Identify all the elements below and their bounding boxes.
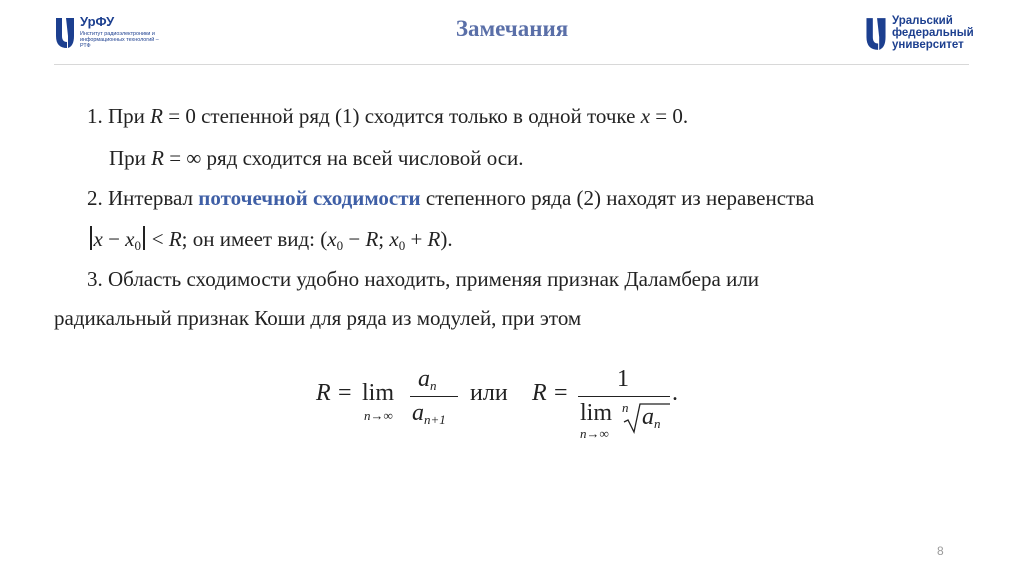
fraction-one: 1 <box>617 366 629 392</box>
formula-R-left: R <box>316 380 331 406</box>
page-number: 8 <box>937 544 944 558</box>
remark-2-line: 2. Интервал поточечной сходимости степенного ряда (2) находят из неравенства <box>87 186 815 210</box>
formula-lim-left: lim <box>362 380 395 406</box>
abs-bar-right <box>143 226 145 250</box>
remark-3-line: 3. Область сходимости удобно находить, применяя признак Даламбера или <box>87 267 760 291</box>
slide-title: Замечания <box>455 16 569 41</box>
root-index: n <box>622 400 629 415</box>
formula-or: или <box>470 380 508 406</box>
radius-formula <box>316 366 696 446</box>
urfu-u-logo-icon-right <box>864 16 888 52</box>
formula-eq-left: = <box>338 380 352 406</box>
pointwise-convergence-term: поточечной сходимости <box>198 186 421 210</box>
fraction-numerator: $a_n$ <box>418 366 437 393</box>
remark-3-continuation: радикальный признак Коши для ряда из модулей, при этом <box>54 306 582 330</box>
right-logo-name: Уральский федеральный университет <box>892 15 974 51</box>
formula-R-right: R <box>532 380 547 406</box>
abs-bar-left <box>90 226 92 250</box>
formula-eq-right: = <box>554 380 568 406</box>
remark-1-line: 1. При R = 0 степенной ряд (1) сходится только в одной точке x = 0. <box>87 104 689 128</box>
left-logo-subtitle: Институт радиоэлектроники и информационных технологий – РТФ <box>80 31 159 49</box>
urfu-logo-right <box>864 14 974 58</box>
header-divider <box>54 64 969 65</box>
formula-lim-sub-left: n→∞ <box>364 408 393 423</box>
fraction-bar-right <box>578 396 670 397</box>
root-radicand: $a_n$ <box>642 404 661 431</box>
fraction-bar-left <box>410 396 458 397</box>
formula-lim-right: lim <box>580 400 613 426</box>
remark-2-interval-line: $x - x_0 < R$; он имеет вид: ($x_0 - R$; $x_0 + R$). <box>88 226 453 254</box>
formula-lim-sub-right: n→∞ <box>580 426 609 441</box>
remark-1-infinity-line: При R = ∞ ряд сходится на всей числовой оси. <box>109 146 524 170</box>
left-logo-name: УрФУ <box>80 14 115 29</box>
fraction-denominator: $a_{n+1}$ <box>412 400 446 427</box>
formula-end-dot: . <box>672 380 678 406</box>
